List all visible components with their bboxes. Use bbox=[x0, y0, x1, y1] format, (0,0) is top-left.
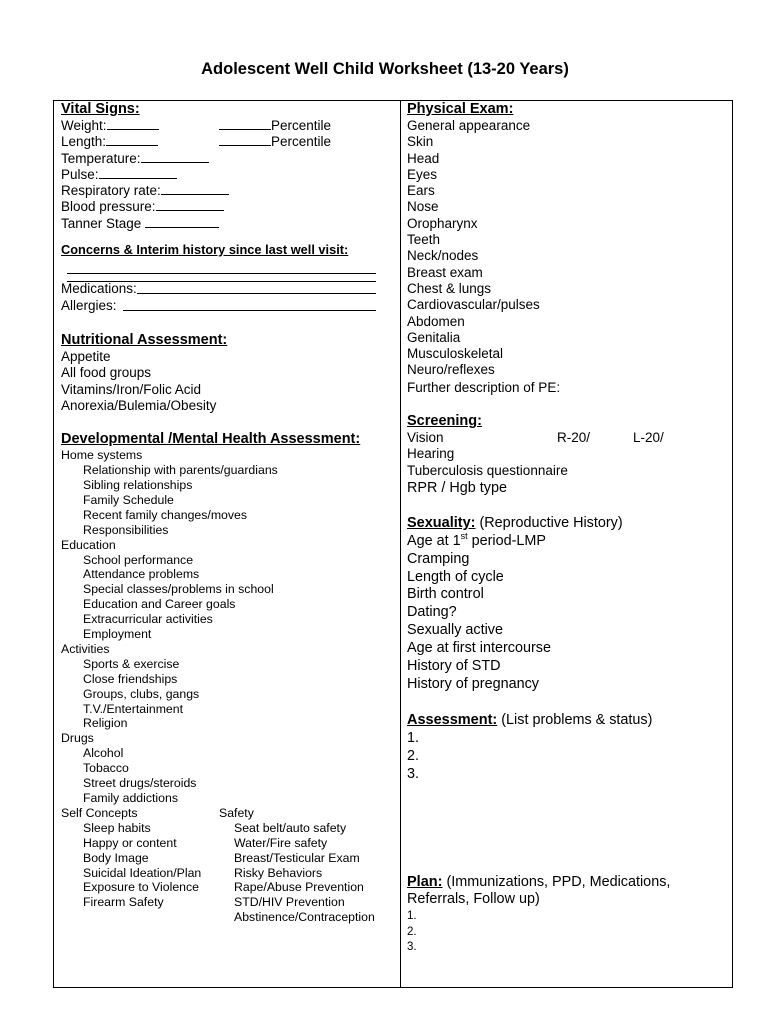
bp-row bbox=[61, 199, 396, 215]
assessment-heading: Assessment: bbox=[407, 711, 498, 728]
self-concepts-column bbox=[61, 806, 219, 925]
weight-percentile-field[interactable] bbox=[219, 118, 271, 130]
list-item: Sports & exercise bbox=[83, 656, 180, 671]
list-item: Religion bbox=[83, 716, 128, 731]
physical-exam-heading: Physical Exam: bbox=[407, 101, 514, 117]
weight-row bbox=[61, 118, 396, 134]
self-safety-block bbox=[61, 806, 396, 925]
menarche-label-end: period-LMP bbox=[467, 532, 547, 549]
allergies-row bbox=[61, 298, 396, 314]
weight-field[interactable] bbox=[107, 118, 159, 130]
developmental-list bbox=[61, 448, 396, 925]
activities-label: Activities bbox=[61, 641, 110, 656]
list-item: Head bbox=[407, 150, 440, 166]
vision-right-label: R-20/ bbox=[557, 430, 591, 446]
plan-subheading: (Immunizations, PPD, Medications, bbox=[442, 873, 671, 890]
left-column bbox=[61, 101, 396, 925]
list-item: Recent family changes/moves bbox=[83, 507, 248, 522]
list-item: Sexually active bbox=[407, 622, 503, 639]
list-item: Teeth bbox=[407, 232, 441, 248]
vision-row bbox=[407, 430, 727, 446]
list-item: Genitalia bbox=[407, 329, 461, 345]
menarche-row bbox=[407, 530, 727, 551]
list-item: Employment bbox=[83, 627, 152, 642]
respiratory-label: Respiratory rate: bbox=[61, 183, 161, 199]
menarche-label: Age at 1 bbox=[407, 532, 461, 549]
list-item: Groups, clubs, gangs bbox=[83, 686, 200, 701]
list-item: Abstinence/Contraception bbox=[234, 910, 375, 925]
list-item: Suicidal Ideation/Plan bbox=[83, 865, 202, 880]
list-item: Skin bbox=[407, 134, 434, 150]
pulse-row bbox=[61, 167, 396, 183]
length-percentile-label: Percentile bbox=[271, 134, 332, 150]
list-item: Tobacco bbox=[83, 761, 129, 776]
list-item: Close friendships bbox=[83, 671, 178, 686]
nutritional-item: Appetite bbox=[61, 348, 111, 364]
temperature-row bbox=[61, 151, 396, 167]
list-item: Seat belt/auto safety bbox=[234, 820, 347, 835]
screening-heading: Screening: bbox=[407, 413, 482, 430]
home-systems-label: Home systems bbox=[61, 448, 143, 463]
list-item: School performance bbox=[83, 552, 194, 567]
nutritional-item: Vitamins/Iron/Folic Acid bbox=[61, 381, 202, 397]
plan-heading: Plan: bbox=[407, 873, 443, 890]
temperature-label: Temperature: bbox=[61, 150, 141, 166]
developmental-heading: Developmental /Mental Health Assessment: bbox=[61, 431, 361, 448]
bp-field[interactable] bbox=[156, 199, 224, 211]
list-item: Age at first intercourse bbox=[407, 640, 551, 657]
medications-label: Medications: bbox=[61, 281, 137, 297]
safety-label: Safety bbox=[219, 805, 254, 820]
nutritional-item: Anorexia/Bulemia/Obesity bbox=[61, 397, 217, 413]
list-item: Breast/Testicular Exam bbox=[234, 850, 360, 865]
respiratory-row bbox=[61, 183, 396, 199]
bp-label: Blood pressure: bbox=[61, 199, 156, 215]
medications-field[interactable] bbox=[137, 281, 376, 294]
sexuality-heading: Sexuality: bbox=[407, 514, 476, 531]
tanner-label: Tanner Stage bbox=[61, 215, 142, 231]
list-item: Neck/nodes bbox=[407, 248, 479, 264]
assessment-item[interactable]: 2. bbox=[407, 747, 420, 764]
list-item: Length of cycle bbox=[407, 568, 504, 585]
plan-header bbox=[407, 874, 727, 892]
drugs-label: Drugs bbox=[61, 731, 94, 746]
temperature-field[interactable] bbox=[141, 151, 209, 163]
respiratory-field[interactable] bbox=[161, 183, 229, 195]
list-item: Extracurricular activities bbox=[83, 612, 213, 627]
list-item: Firearm Safety bbox=[83, 895, 164, 910]
length-field[interactable] bbox=[106, 134, 158, 146]
list-item: Risky Behaviors bbox=[234, 865, 323, 880]
list-item: Ears bbox=[407, 183, 435, 199]
list-item: Cramping bbox=[407, 550, 470, 567]
weight-percentile-label: Percentile bbox=[271, 118, 332, 133]
list-item: History of STD bbox=[407, 658, 501, 675]
list-item: Eyes bbox=[407, 166, 438, 182]
plan-subheading-2: Referrals, Follow up) bbox=[407, 891, 540, 908]
list-item: Further description of PE: bbox=[407, 379, 561, 395]
list-item: Education and Career goals bbox=[83, 597, 236, 612]
self-concepts-label: Self Concepts bbox=[61, 805, 138, 820]
list-item: Street drugs/steroids bbox=[83, 776, 197, 791]
vital-signs-heading: Vital Signs: bbox=[61, 101, 140, 117]
list-item: Nose bbox=[407, 199, 439, 215]
list-item: Neuro/reflexes bbox=[407, 362, 495, 378]
list-item: Chest & lungs bbox=[407, 280, 492, 296]
list-item: Musculoskeletal bbox=[407, 346, 504, 362]
medications-row bbox=[61, 281, 396, 297]
length-label: Length: bbox=[61, 134, 107, 150]
list-item: Breast exam bbox=[407, 264, 483, 280]
list-item: Sleep habits bbox=[83, 820, 151, 835]
column-divider bbox=[400, 100, 401, 988]
list-item: Body Image bbox=[83, 850, 149, 865]
nutritional-item: All food groups bbox=[61, 365, 152, 381]
concerns-heading: Concerns & Interim history since last well visit: bbox=[61, 242, 349, 258]
list-item: Rape/Abuse Prevention bbox=[234, 880, 364, 895]
list-item: T.V./Entertainment bbox=[83, 701, 184, 716]
plan-item[interactable]: 1. bbox=[407, 910, 417, 923]
nutritional-heading: Nutritional Assessment: bbox=[61, 331, 228, 348]
plan-item[interactable]: 3. bbox=[407, 941, 417, 954]
safety-column bbox=[219, 806, 375, 925]
pulse-field[interactable] bbox=[99, 167, 177, 179]
weight-label: Weight: bbox=[61, 118, 107, 133]
list-item: Family Schedule bbox=[83, 492, 174, 507]
list-item: Special classes/problems in school bbox=[83, 582, 274, 597]
allergies-field[interactable] bbox=[123, 298, 376, 311]
sexuality-header bbox=[407, 515, 727, 533]
list-item: STD/HIV Prevention bbox=[234, 895, 345, 910]
list-item: Oropharynx bbox=[407, 215, 478, 231]
vision-label: Vision bbox=[407, 430, 444, 446]
list-item: Alcohol bbox=[83, 746, 124, 761]
list-item: Relationship with parents/guardians bbox=[83, 463, 278, 478]
list-item: Exposure to Violence bbox=[83, 880, 199, 895]
pulse-label: Pulse: bbox=[61, 166, 99, 182]
page-title: Adolescent Well Child Worksheet (13-20 Years) bbox=[201, 60, 569, 78]
assessment-item[interactable]: 3. bbox=[407, 765, 420, 782]
assessment-subheading: (List problems & status) bbox=[497, 711, 653, 728]
list-item: Dating? bbox=[407, 604, 457, 621]
vision-left-label: L-20/ bbox=[633, 430, 664, 446]
right-column bbox=[407, 101, 727, 956]
list-item: Family addictions bbox=[83, 791, 178, 805]
length-percentile-field[interactable] bbox=[219, 134, 271, 146]
education-label: Education bbox=[61, 537, 116, 552]
rpr-label: RPR / Hgb type bbox=[407, 479, 507, 496]
allergies-label: Allergies: bbox=[61, 297, 117, 313]
tanner-row bbox=[61, 216, 396, 232]
list-item: Attendance problems bbox=[83, 567, 200, 582]
tb-label: Tuberculosis questionnaire bbox=[407, 462, 568, 478]
plan-item[interactable]: 2. bbox=[407, 925, 417, 938]
hearing-label: Hearing bbox=[407, 446, 455, 462]
list-item: Sibling relationships bbox=[83, 477, 193, 492]
list-item: Cardiovascular/pulses bbox=[407, 297, 540, 313]
list-item: Birth control bbox=[407, 586, 484, 603]
concerns-line-1[interactable] bbox=[67, 259, 376, 274]
list-item: History of pregnancy bbox=[407, 676, 539, 692]
list-item: General appearance bbox=[407, 118, 531, 133]
list-item: Water/Fire safety bbox=[234, 835, 328, 850]
assessment-item[interactable]: 1. bbox=[407, 729, 420, 746]
sexuality-subheading: (Reproductive History) bbox=[475, 514, 623, 531]
menarche-superscript: st bbox=[460, 530, 468, 541]
list-item: Abdomen bbox=[407, 313, 465, 329]
length-row bbox=[61, 134, 396, 150]
list-item: Responsibilities bbox=[83, 522, 169, 537]
tanner-field[interactable] bbox=[145, 216, 219, 228]
assessment-header bbox=[407, 712, 727, 730]
list-item: Happy or content bbox=[83, 835, 177, 850]
